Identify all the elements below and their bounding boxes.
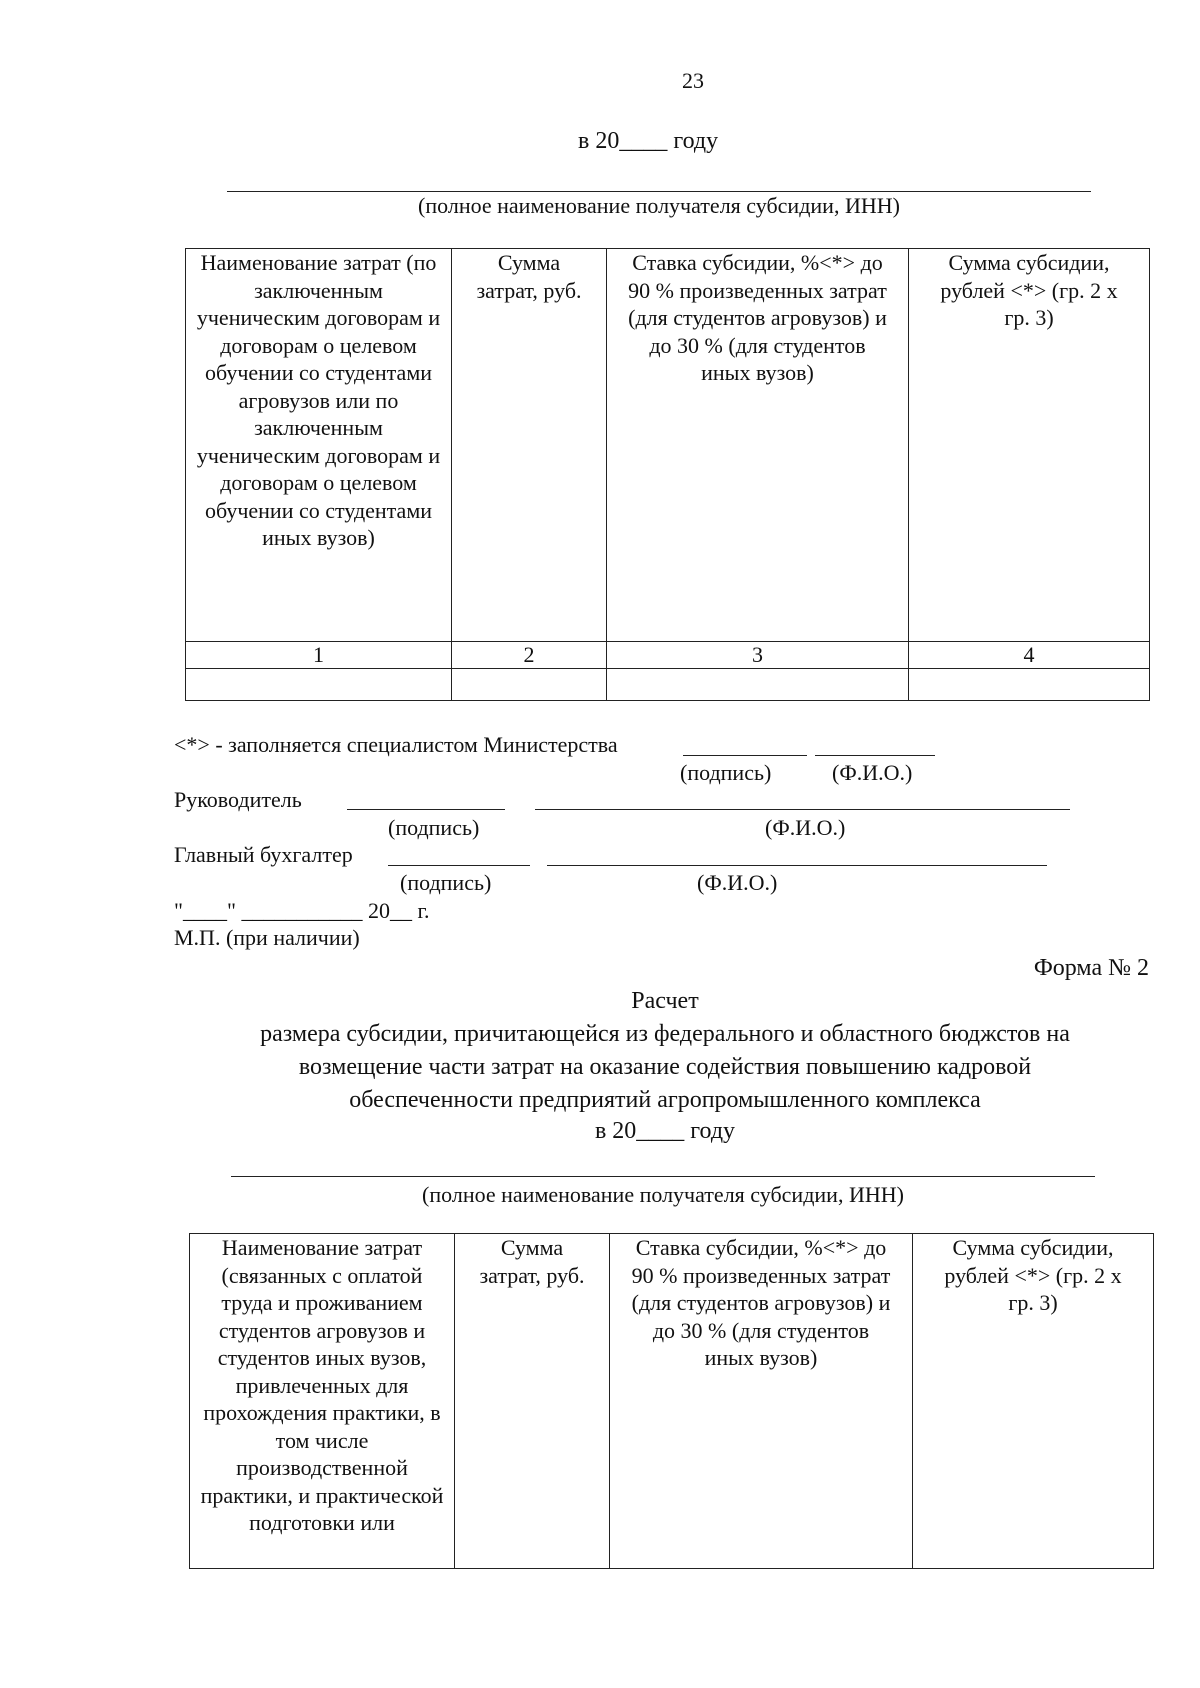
header-cost-name: Наименование затрат (по заключенным ученическим договорам и договорам о целевом обучении со студентами агровузов или по заключенным ученическим договорам и договорам о целевом обучении со студентами иных вузов) [186,249,452,642]
stamp-label: М.П. (при наличии) [174,925,360,950]
table-cell[interactable] [607,669,909,701]
name-caption: (Ф.И.О.) [765,815,846,840]
accountant-name-line [547,865,1047,866]
form2-year-line: в 20____ году [594,1118,736,1144]
header-rate: Ставка субсидии, %<*> до 90 % произведенных затрат (для студентов агровузов) и до 30 % (для студентов иных вузов) [610,1234,913,1569]
form1-year-line: в 20____ году [578,128,719,154]
form2-subtitle-line-3: обеспеченности предприятий агропромышленного комплекса [349,1087,981,1113]
table-cell[interactable] [186,669,452,701]
table-row [186,642,1150,669]
name-caption: (Ф.И.О.) [697,870,778,895]
recipient-line [227,191,1091,192]
chief-accountant-label: Главный бухгалтер [174,842,353,867]
table-header-row [190,1234,1154,1569]
form2-title: Расчет [631,988,699,1014]
header-cost-sum: Сумма затрат, руб. [455,1234,610,1569]
name-caption: (Ф.И.О.) [832,760,913,785]
form2-table [189,1233,1154,1569]
signature-line [683,755,807,756]
name-line [815,755,935,756]
head-label: Руководитель [174,787,302,812]
date-line: "____" ___________ 20__ г. [174,898,430,923]
column-number: 2 [452,642,607,669]
table-row-empty [186,669,1150,701]
page-number: 23 [682,68,704,93]
recipient-caption: (полное наименование получателя субсидии, ИНН) [418,193,900,218]
signature-caption: (подпись) [400,870,492,895]
signature-caption: (подпись) [680,760,772,785]
recipient-caption: (полное наименование получателя субсидии, ИНН) [422,1182,904,1207]
form2-subtitle-line-1: размера субсидии, причитающейся из федерального и областного бюджстов на [260,1021,1070,1047]
table-header-row [186,249,1150,642]
column-number: 3 [607,642,909,669]
header-subsidy-sum: Сумма субсидии, рублей <*> (гр. 2 x гр. 3) [909,249,1150,642]
header-rate: Ставка субсидии, %<*> до 90 % произведенных затрат (для студентов агровузов) и до 30 % (для студентов иных вузов) [607,249,909,642]
head-signature-line [347,809,505,810]
form2-subtitle-line-2: возмещение части затрат на оказание содействия повышению кадровой [298,1054,1032,1080]
recipient-line [231,1176,1095,1177]
accountant-signature-line [388,865,530,866]
footnote: <*> - заполняется специалистом Министерства [174,732,618,757]
column-number: 1 [186,642,452,669]
head-name-line [535,809,1070,810]
table-cell[interactable] [909,669,1150,701]
signature-caption: (подпись) [388,815,480,840]
header-cost-name: Наименование затрат (связанных с оплатой труда и проживанием студентов агровузов и студентов иных вузов, привлеченных для прохождения практики, в том числе производственной практики, и практической подготовки или [190,1234,455,1569]
table-cell[interactable] [452,669,607,701]
column-number: 4 [909,642,1150,669]
header-subsidy-sum: Сумма субсидии, рублей <*> (гр. 2 x гр. 3) [913,1234,1154,1569]
header-cost-sum: Сумма затрат, руб. [452,249,607,642]
form1-table [185,248,1150,701]
form2-label: Форма № 2 [1033,955,1149,981]
